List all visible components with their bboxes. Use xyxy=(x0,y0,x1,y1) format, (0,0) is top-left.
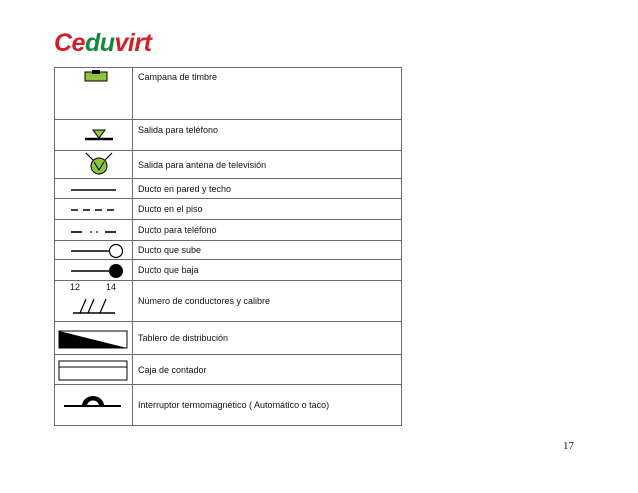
legend-label: Ducto en pared y techo xyxy=(133,179,402,199)
symbol-cell xyxy=(55,151,133,179)
meter-box-icon xyxy=(55,356,132,384)
legend-label: Tablero de distribución xyxy=(133,322,402,355)
table-row xyxy=(55,220,402,241)
ceduvirt-logo: Ceduvirt xyxy=(54,29,152,57)
table-row xyxy=(55,260,402,281)
legend-label: Salida para teléfono xyxy=(133,120,402,151)
table-row xyxy=(55,355,402,385)
tv-antenna-outlet-icon xyxy=(55,151,132,178)
solid-line-icon xyxy=(55,180,132,198)
conductor-count-icon xyxy=(55,281,132,321)
symbol-cell xyxy=(55,199,133,220)
conductor-count-label: 12 xyxy=(70,282,81,292)
legend-label: Campana de timbre xyxy=(133,68,402,120)
table-row xyxy=(55,179,402,199)
table-row xyxy=(55,322,402,355)
legend-label: Interruptor termomagnético ( Automático o taco) xyxy=(133,385,402,426)
table-row xyxy=(55,281,402,322)
table-row xyxy=(55,151,402,179)
legend-label: Ducto que baja xyxy=(133,260,402,281)
symbol-cell xyxy=(55,241,133,260)
doorbell-icon xyxy=(55,68,132,119)
legend-label: Caja de contador xyxy=(133,355,402,385)
legend-label: Número de conductores y calibre xyxy=(133,281,402,322)
riser-down-icon xyxy=(55,261,132,280)
table-row xyxy=(55,68,402,120)
legend-label: Salida para antena de televisión xyxy=(133,151,402,179)
conductor-gauge-label: 14 xyxy=(106,282,117,292)
symbol-cell xyxy=(55,220,133,241)
riser-up-icon xyxy=(55,242,132,259)
symbol-cell xyxy=(55,322,133,355)
symbol-legend-table xyxy=(54,67,402,426)
breaker-icon xyxy=(55,386,132,425)
table-row xyxy=(55,120,402,151)
symbol-cell xyxy=(55,281,133,322)
symbol-cell xyxy=(55,385,133,426)
page-number: 17 xyxy=(563,440,574,452)
symbol-cell xyxy=(55,179,133,199)
table-row xyxy=(55,385,402,426)
distribution-board-icon xyxy=(55,323,132,354)
table-row xyxy=(55,241,402,260)
legend-label: Ducto en el piso xyxy=(133,199,402,220)
legend-label: Ducto que sube xyxy=(133,241,402,260)
legend-label: Ducto para teléfono xyxy=(133,220,402,241)
dashed-line-icon xyxy=(55,200,132,219)
symbol-cell xyxy=(55,68,133,120)
phone-outlet-icon xyxy=(55,120,132,150)
symbol-cell xyxy=(55,120,133,151)
dash-dot-line-icon xyxy=(55,221,132,240)
symbol-cell xyxy=(55,355,133,385)
symbol-cell xyxy=(55,260,133,281)
table-row xyxy=(55,199,402,220)
